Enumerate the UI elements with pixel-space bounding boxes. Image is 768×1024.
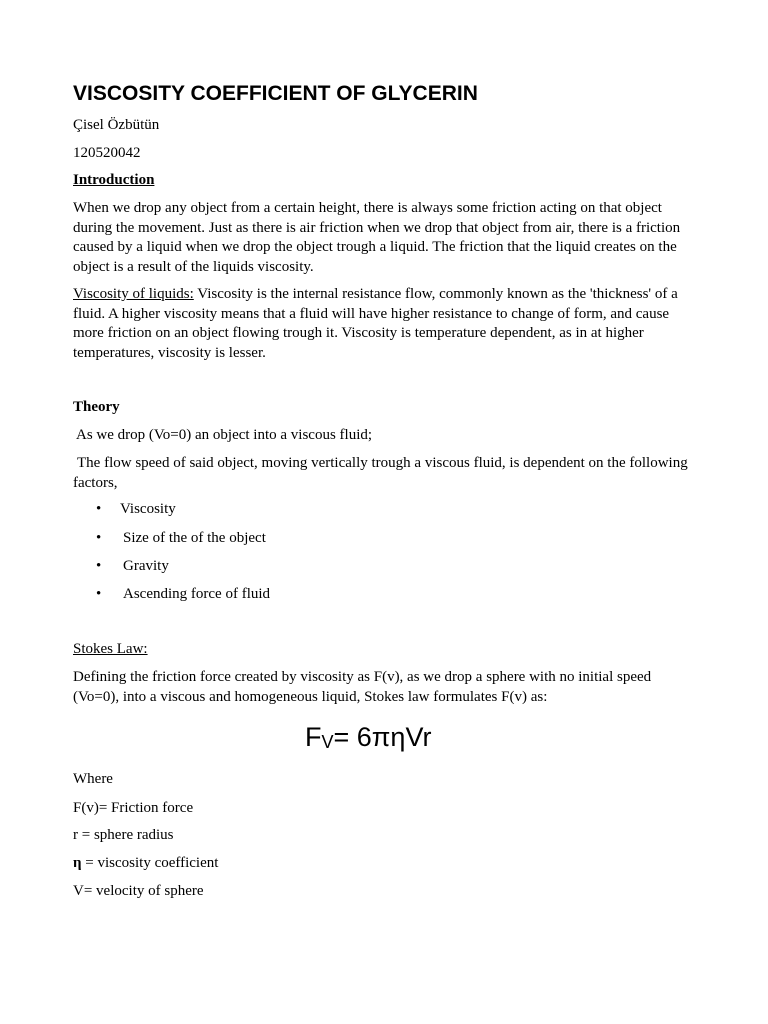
definition-text: = sphere radius (78, 827, 174, 843)
where-label: Where (73, 771, 113, 787)
definition-velocity (73, 882, 204, 901)
bullet-icon: • (96, 558, 102, 574)
bullet-icon: • (96, 530, 102, 546)
factor-text: Viscosity (120, 501, 176, 517)
viscosity-label: Viscosity of liquids: (73, 286, 194, 302)
definition-radius (73, 826, 174, 845)
stokes-heading: Stokes Law: (73, 641, 148, 657)
author-name: Çisel Özbütün (73, 117, 160, 133)
definition-friction-force (73, 799, 193, 818)
formula-rest: = 6πηVr (333, 722, 432, 752)
factor-text: Gravity (123, 558, 169, 574)
introduction-heading: Introduction (73, 172, 155, 188)
definition-text: = Friction force (98, 800, 194, 816)
theory-line-2-text: The flow speed of said object, moving vertically trough a viscous fluid, is dependent on the following factors, (73, 455, 688, 491)
factor-text: Size of the of the object (123, 530, 266, 546)
bullet-icon: • (96, 501, 102, 517)
definition-symbol: η (73, 855, 82, 871)
factor-text: Ascending force of fluid (123, 586, 271, 602)
definition-symbol: V (73, 883, 84, 899)
viscosity-paragraph (73, 285, 693, 363)
stokes-paragraph: Defining the friction force created by viscosity as F(v), as we drop a sphere with no initial speed (Vo=0), into a viscous and homogeneous liquid, Stokes law formulates F(v) as: (73, 669, 652, 705)
stokes-formula (305, 722, 431, 753)
viscosity-text: Viscosity is the internal resistance flow, commonly known as the 'thickness' of a fluid. A higher viscosity means that a fluid will have higher resistance to change of form, and cause more friction on an object flowing trough it. Viscosity is temperature dependent, as in at higher temperatures, viscosity is lesser. (73, 286, 678, 361)
definition-text: = viscosity coefficient (81, 855, 219, 871)
theory-heading: Theory (73, 399, 120, 415)
definition-text: = velocity of sphere (83, 883, 204, 899)
theory-line-1: As we drop (Vo=0) an object into a viscous fluid; (76, 427, 373, 443)
definition-symbol: r (73, 827, 78, 843)
formula-subscript: V (321, 732, 334, 752)
document-title: VISCOSITY COEFFICIENT OF GLYCERIN (73, 82, 478, 105)
student-id: 120520042 (73, 145, 141, 161)
bullet-icon: • (96, 586, 102, 602)
definition-symbol: F(v) (73, 800, 99, 816)
theory-line-2 (73, 454, 693, 493)
definition-viscosity-coefficient (73, 854, 218, 873)
introduction-paragraph: When we drop any object from a certain height, there is always some friction acting on that object during the movement. Just as there is air friction when we drop that object from air, there is a friction caused by a liquid when we drop the object trough a liquid. The friction that the liquid creates on the object is a result of the liquids viscosity. (73, 200, 681, 275)
formula-main: F (305, 722, 322, 752)
